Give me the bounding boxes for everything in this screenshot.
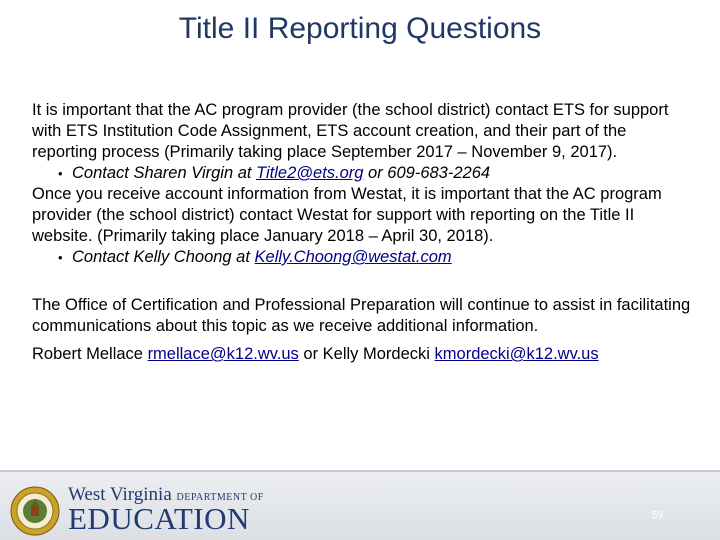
slide-body [32,100,692,365]
mordecki-email-link[interactable]: kmordecki@k12.wv.us [434,345,599,363]
state-seal-icon [10,486,60,536]
paragraph-westat: Once you receive account information from Westat, it is important that the AC program provider (the school district) contact Westat for support with reporting on the Title II website. (Primarily taking place January 2018 – April 30, 2018). [32,185,662,245]
paragraph-office: The Office of Certification and Professional Preparation will continue to assist in facilitating communications about this topic as we receive additional information. [32,296,691,335]
mellace-email-link[interactable]: rmellace@k12.wv.us [147,345,299,363]
contact-joiner: or Kelly Mordecki [298,345,435,363]
contacts-line [32,344,692,365]
bullet-icon: • [58,166,63,181]
page-number: 59 [652,510,664,521]
ets-email-link[interactable]: Title2@ets.org [256,164,364,182]
spacer [32,268,692,295]
bullet-ets-prefix: Contact Sharen Virgin at [72,164,257,182]
logo-state-name: West Virginia [68,484,172,505]
bullet-westat-prefix: Contact Kelly Choong at [72,248,255,266]
bullet-ets-suffix: or 609-683-2264 [363,164,491,182]
contact-name-mellace: Robert Mellace [32,345,148,363]
bullet-ets-contact [58,163,692,184]
logo-education: EDUCATION [68,501,250,536]
bullet-icon: • [58,250,63,265]
slide-title: Title II Reporting Questions [178,12,542,45]
logo-department: DEPARTMENT OF [176,492,264,503]
footer-divider [0,470,720,472]
bullet-westat-contact [58,247,692,268]
westat-email-link[interactable]: Kelly.Choong@westat.com [254,248,452,266]
paragraph-ets: It is important that the AC program provider (the school district) contact ETS for support with ETS Institution Code Assignment, ETS account creation, and their part of the reporting process (Primarily taking place September 2017 – November 9, 2017). [32,101,669,161]
